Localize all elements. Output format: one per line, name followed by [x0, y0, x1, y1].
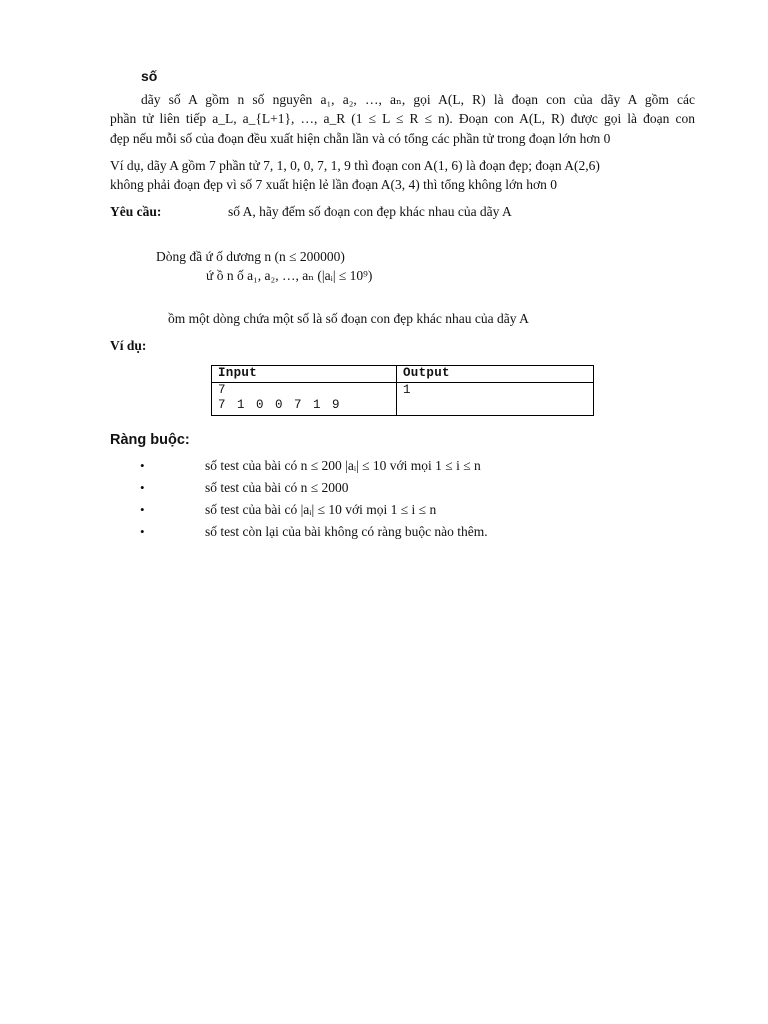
bullet-icon: •: [140, 458, 145, 473]
io-output-cell: [397, 383, 594, 416]
io-table: [211, 365, 594, 416]
bullet-icon: •: [140, 480, 145, 495]
constraint-item-4: số test còn lại của bài không có ràng buộc nào thêm.: [205, 524, 488, 539]
io-input-line-1: 7: [218, 383, 226, 397]
example-text-line-1: Ví dụ, dãy A gồm 7 phần tử 7, 1, 0, 0, 7, 1, 9 thì đoạn con A(1, 6) là đoạn đẹp; đoạn A(2,6): [110, 158, 600, 173]
io-header-output: Output: [397, 366, 594, 383]
example-text-line-2: không phải đoạn đẹp vì số 7 xuất hiện lẻ lần đoạn A(3, 4) thì tổng không lớn hơn 0: [110, 177, 557, 192]
io-table-header-row: [212, 366, 594, 383]
input-desc-line-2: ứ ồ n ố a₁, a₂, …, aₙ (|aᵢ| ≤ 10⁹): [206, 268, 373, 283]
problem-title: số: [141, 68, 158, 84]
constraint-item-3: số test của bài có |aᵢ| ≤ 10 với mọi 1 ≤ i ≤ n: [205, 502, 437, 517]
requirement-label: Yêu cầu:: [110, 204, 162, 219]
io-input-cell: [212, 383, 397, 416]
bullet-icon: •: [140, 502, 145, 517]
io-table-row: [212, 383, 594, 416]
constraint-item-1: số test của bài có n ≤ 200 |aᵢ| ≤ 10 với mọi 1 ≤ i ≤ n: [205, 458, 481, 473]
io-output-line-1: 1: [403, 383, 411, 397]
example-label: Ví dụ:: [110, 338, 147, 353]
constraint-item-2: số test của bài có n ≤ 2000: [205, 480, 349, 495]
input-desc-line-1: Dòng đầ ứ ố dương n (n ≤ 200000): [156, 249, 345, 264]
output-desc: ồm một dòng chứa một số là số đoạn con đẹp khác nhau của dãy A: [168, 311, 529, 326]
intro-line-3: đẹp nếu mỗi số của đoạn đều xuất hiện chẵn lần và có tổng các phần tử trong đoạn lớn hơn 0: [110, 131, 611, 146]
io-header-input: Input: [212, 366, 397, 383]
intro-line-2: phần tử liên tiếp a_L, a_{L+1}, …, a_R (1 ≤ L ≤ R ≤ n). Đoạn con A(L, R) được gọi là đoạn con: [110, 111, 695, 126]
bullet-icon: •: [140, 524, 145, 539]
intro-line-1: dãy số A gồm n số nguyên a₁, a₂, …, aₙ, gọi A(L, R) là đoạn con của dãy A gồm các: [141, 92, 695, 107]
io-input-line-2: 7 1 0 0 7 1 9: [218, 398, 342, 412]
requirement-text: số A, hãy đếm số đoạn con đẹp khác nhau của dãy A: [228, 204, 512, 219]
constraints-label: Ràng buộc:: [110, 432, 190, 448]
